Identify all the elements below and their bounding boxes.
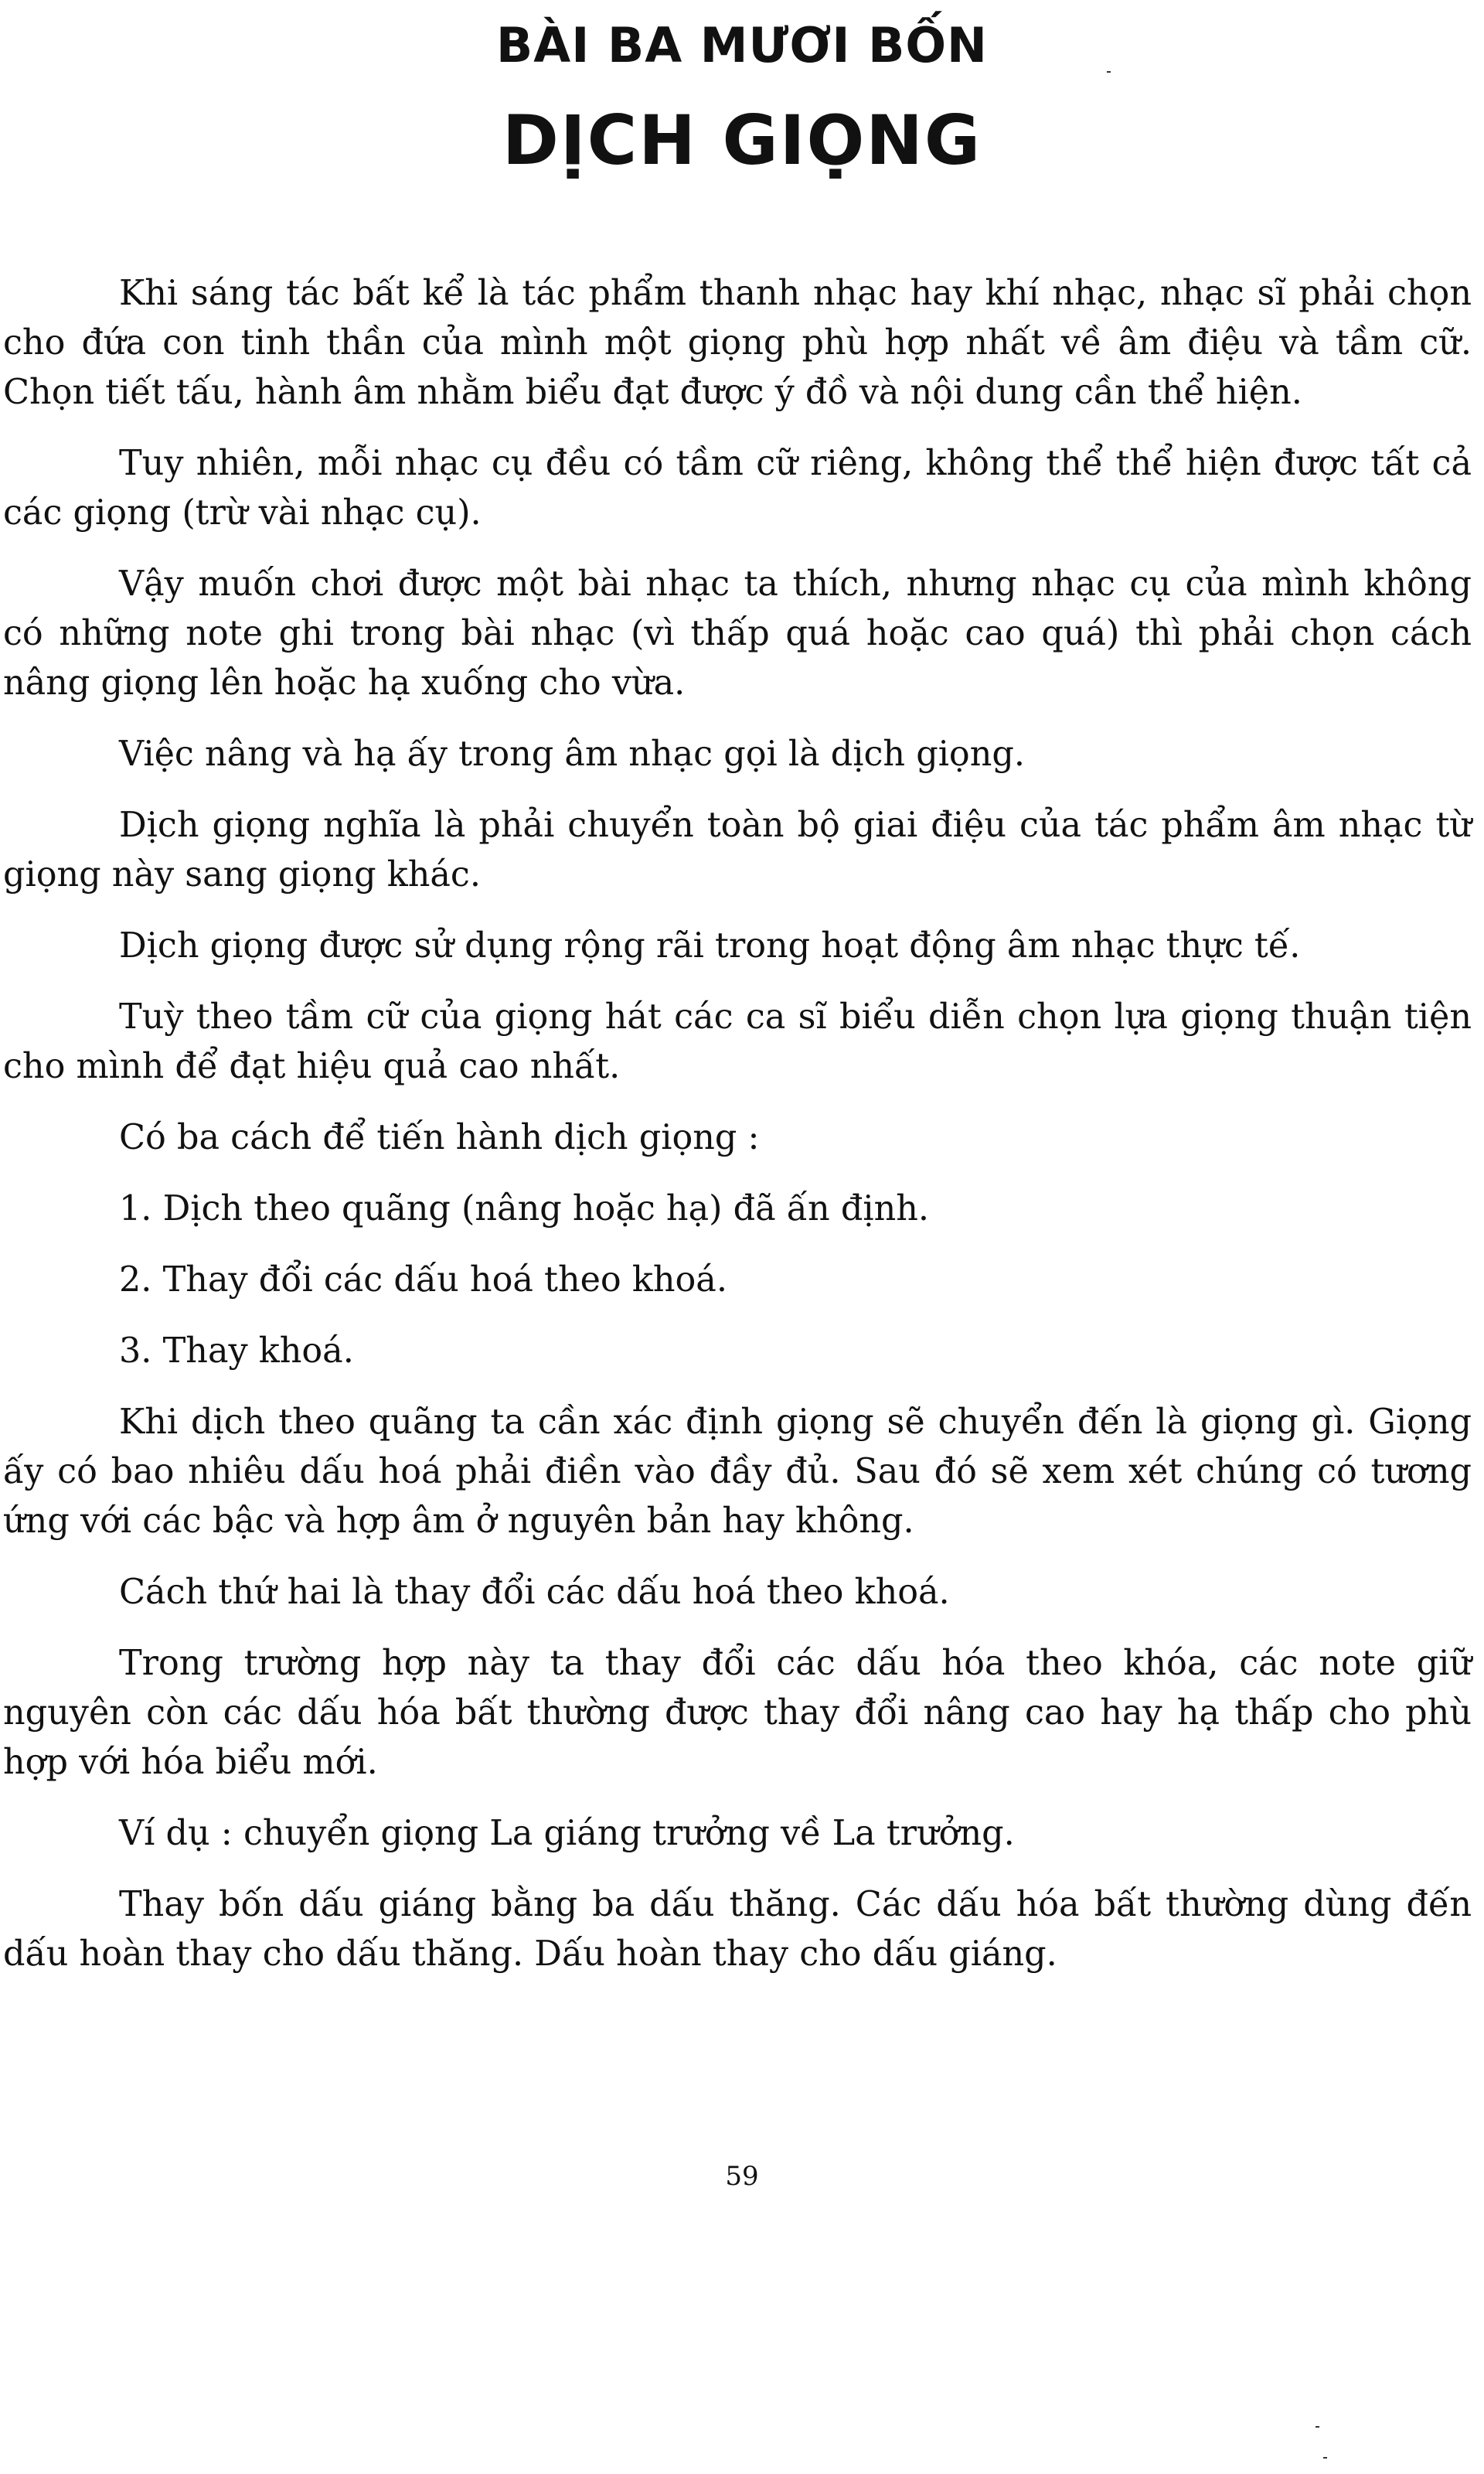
chapter-title: DỊCH GIỌNG — [502, 101, 982, 180]
scan-speck — [1323, 2457, 1327, 2459]
list-item-method-3: 3. Thay khoá. — [119, 1331, 354, 1371]
paragraph-example: Ví dụ : chuyển giọng La giáng trưởng về La trưởng. — [119, 1814, 1015, 1853]
list-item-method-1: 1. Dịch theo quãng (nâng hoặc hạ) đã ấn định. — [119, 1189, 930, 1228]
body-text — [3, 269, 1472, 2001]
paragraph-meaning: Dịch giọng nghĩa là phải chuyển toàn bộ giai điệu của tác phẩm âm nhạc từ giọng này sang giọng khác. — [3, 806, 1472, 895]
paragraph-accidentals: Trong trường hợp này ta thay đổi các dấu hóa theo khóa, các note giữ nguyên còn các dấu hóa bất thường được thay đổi nâng cao hay hạ thấp cho phù hợp với hóa biểu mới. — [3, 1644, 1472, 1782]
page-number: 59 — [725, 2161, 759, 2192]
paragraph-definition: Việc nâng và hạ ấy trong âm nhạc gọi là dịch giọng. — [119, 734, 1026, 774]
paragraph-intro: Khi sáng tác bất kể là tác phẩm thanh nhạc hay khí nhạc, nhạc sĩ phải chọn cho đứa con tinh thần của mình một giọng phù hợp nhất về âm điệu và tầm cữ. Chọn tiết tấu, hành âm nhằm biểu đạt được ý đồ và nội dung cần thể hiện. — [3, 274, 1472, 412]
paragraph-usage: Dịch giọng được sử dụng rộng rãi trong hoạt động âm nhạc thực tế. — [119, 926, 1301, 966]
paragraph-play: Vậy muốn chơi được một bài nhạc ta thích, nhưng nhạc cụ của mình không có những note ghi trong bài nhạc (vì thấp quá hoặc cao quá) thì phải chọn cách nâng giọng lên hoặc hạ xuống cho vừa. — [3, 564, 1472, 703]
paragraph-replace: Thay bốn dấu giáng bằng ba dấu thăng. Các dấu hóa bất thường dùng đến dấu hoàn thay cho dấu thăng. Dấu hoàn thay cho dấu giáng. — [3, 1885, 1472, 1974]
list-item-method-2: 2. Thay đổi các dấu hoá theo khoá. — [119, 1260, 727, 1300]
paragraph-range: Tuy nhiên, mỗi nhạc cụ đều có tầm cữ riêng, không thể thể hiện được tất cả các giọng (trừ vài nhạc cụ). — [3, 444, 1472, 533]
paragraph-singers: Tuỳ theo tầm cữ của giọng hát các ca sĩ biểu diễn chọn lựa giọng thuận tiện cho mình để đạt hiệu quả cao nhất. — [3, 997, 1472, 1086]
scan-speck — [1316, 2426, 1319, 2428]
scan-speck — [1107, 71, 1111, 73]
paragraph-methods: Có ba cách để tiến hành dịch giọng : — [119, 1118, 760, 1157]
paragraph-second-method: Cách thứ hai là thay đổi các dấu hoá theo khoá. — [119, 1573, 950, 1612]
paragraph-interval: Khi dịch theo quãng ta cần xác định giọng sẽ chuyển đến là giọng gì. Giọng ấy có bao nhiêu dấu hoá phải điền vào đầy đủ. Sau đó sẽ xem xét chúng có tương ứng với các bậc và hợp âm ở nguyên bản hay không. — [3, 1402, 1472, 1541]
chapter-label: BÀI BA MƯƠI BỐN — [496, 17, 988, 73]
